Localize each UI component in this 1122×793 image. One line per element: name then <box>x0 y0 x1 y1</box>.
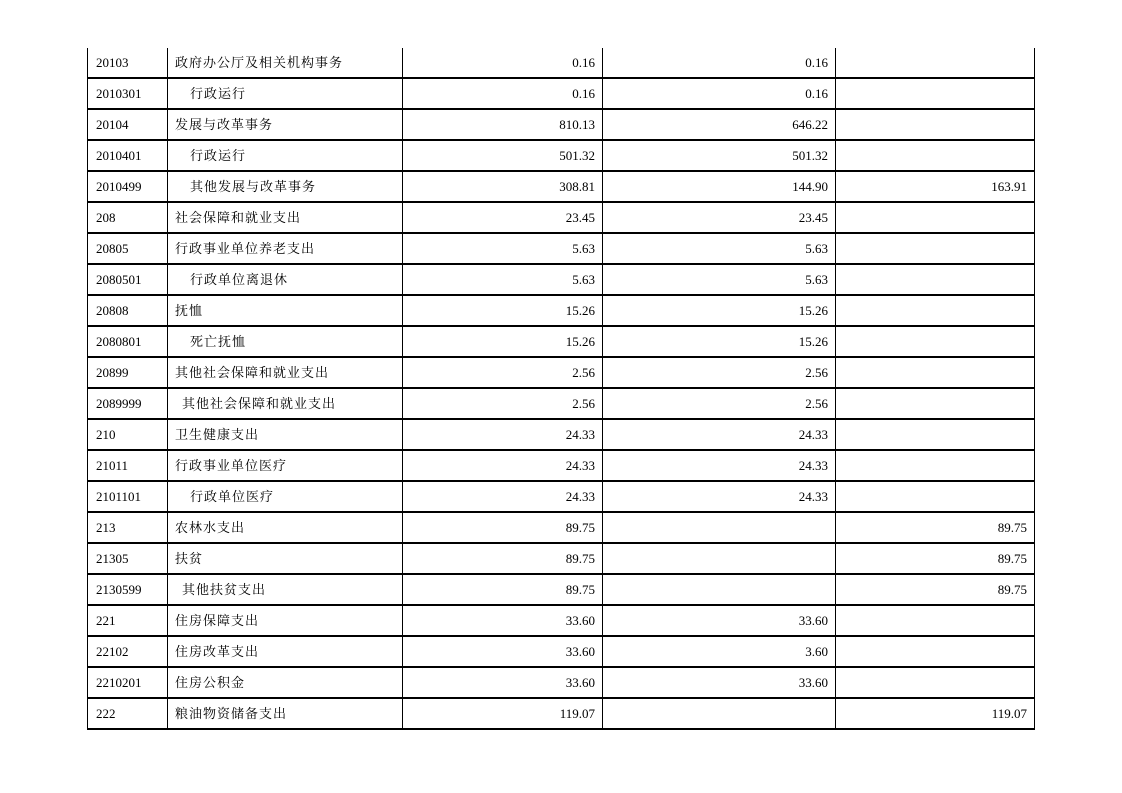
project-expenditure-cell <box>836 295 1035 326</box>
table-row <box>88 48 1035 78</box>
subject-code-cell: 2130599 <box>88 574 168 605</box>
project-expenditure-cell <box>836 264 1035 295</box>
table-row <box>88 326 1035 357</box>
subject-code-cell: 20805 <box>88 233 168 264</box>
subject-code-cell: 20808 <box>88 295 168 326</box>
subject-code-cell: 221 <box>88 605 168 636</box>
basic-expenditure-cell: 3.60 <box>603 636 836 667</box>
subject-name-cell: 其他扶贫支出 <box>168 574 403 605</box>
basic-expenditure-cell: 24.33 <box>603 450 836 481</box>
total-amount-cell: 501.32 <box>403 140 603 171</box>
subject-code-cell: 20104 <box>88 109 168 140</box>
total-amount-cell: 119.07 <box>403 698 603 729</box>
basic-expenditure-cell <box>603 543 836 574</box>
project-expenditure-cell <box>836 605 1035 636</box>
table-row <box>88 667 1035 698</box>
total-amount-cell: 23.45 <box>403 202 603 233</box>
project-expenditure-cell <box>836 326 1035 357</box>
total-amount-cell: 89.75 <box>403 574 603 605</box>
project-expenditure-cell <box>836 78 1035 109</box>
subject-name-cell: 扶贫 <box>168 543 403 574</box>
total-amount-cell: 33.60 <box>403 605 603 636</box>
subject-name-cell: 行政单位医疗 <box>168 481 403 512</box>
total-amount-cell: 2.56 <box>403 388 603 419</box>
project-expenditure-cell <box>836 140 1035 171</box>
table-row <box>88 357 1035 388</box>
subject-code-cell: 2080801 <box>88 326 168 357</box>
project-expenditure-cell <box>836 388 1035 419</box>
subject-name-cell: 其他发展与改革事务 <box>168 171 403 202</box>
subject-name-cell: 行政事业单位医疗 <box>168 450 403 481</box>
subject-code-cell: 21011 <box>88 450 168 481</box>
table-row <box>88 109 1035 140</box>
basic-expenditure-cell: 0.16 <box>603 78 836 109</box>
basic-expenditure-cell: 15.26 <box>603 295 836 326</box>
subject-code-cell: 2010301 <box>88 78 168 109</box>
subject-name-cell: 行政运行 <box>168 140 403 171</box>
project-expenditure-cell <box>836 667 1035 698</box>
project-expenditure-cell <box>836 481 1035 512</box>
subject-name-cell: 行政运行 <box>168 78 403 109</box>
basic-expenditure-cell: 5.63 <box>603 233 836 264</box>
basic-expenditure-cell: 23.45 <box>603 202 836 233</box>
project-expenditure-cell: 163.91 <box>836 171 1035 202</box>
basic-expenditure-cell <box>603 512 836 543</box>
subject-code-cell: 210 <box>88 419 168 450</box>
table-row <box>88 574 1035 605</box>
subject-name-cell: 死亡抚恤 <box>168 326 403 357</box>
budget-expenditure-table <box>87 48 1035 730</box>
subject-code-cell: 22102 <box>88 636 168 667</box>
subject-name-cell: 住房保障支出 <box>168 605 403 636</box>
table-row <box>88 295 1035 326</box>
table-row <box>88 481 1035 512</box>
subject-code-cell: 2101101 <box>88 481 168 512</box>
basic-expenditure-cell: 33.60 <box>603 667 836 698</box>
table-row <box>88 698 1035 729</box>
basic-expenditure-cell: 646.22 <box>603 109 836 140</box>
table-row <box>88 78 1035 109</box>
project-expenditure-cell <box>836 48 1035 78</box>
table-row <box>88 140 1035 171</box>
subject-name-cell: 社会保障和就业支出 <box>168 202 403 233</box>
total-amount-cell: 24.33 <box>403 419 603 450</box>
table-row <box>88 202 1035 233</box>
table-body <box>88 48 1035 729</box>
basic-expenditure-cell: 15.26 <box>603 326 836 357</box>
subject-code-cell: 2210201 <box>88 667 168 698</box>
subject-code-cell: 2080501 <box>88 264 168 295</box>
subject-name-cell: 政府办公厅及相关机构事务 <box>168 48 403 78</box>
subject-code-cell: 20899 <box>88 357 168 388</box>
project-expenditure-cell <box>836 450 1035 481</box>
project-expenditure-cell <box>836 109 1035 140</box>
subject-code-cell: 20103 <box>88 48 168 78</box>
subject-name-cell: 其他社会保障和就业支出 <box>168 357 403 388</box>
table-row <box>88 605 1035 636</box>
basic-expenditure-cell: 2.56 <box>603 388 836 419</box>
basic-expenditure-cell <box>603 574 836 605</box>
total-amount-cell: 89.75 <box>403 543 603 574</box>
subject-code-cell: 2089999 <box>88 388 168 419</box>
subject-name-cell: 发展与改革事务 <box>168 109 403 140</box>
table-row <box>88 171 1035 202</box>
project-expenditure-cell: 119.07 <box>836 698 1035 729</box>
subject-name-cell: 住房公积金 <box>168 667 403 698</box>
table-row <box>88 543 1035 574</box>
table-row <box>88 233 1035 264</box>
table-row <box>88 512 1035 543</box>
subject-code-cell: 2010401 <box>88 140 168 171</box>
basic-expenditure-cell: 0.16 <box>603 48 836 78</box>
project-expenditure-cell: 89.75 <box>836 574 1035 605</box>
basic-expenditure-cell <box>603 698 836 729</box>
subject-name-cell: 其他社会保障和就业支出 <box>168 388 403 419</box>
subject-code-cell: 213 <box>88 512 168 543</box>
total-amount-cell: 89.75 <box>403 512 603 543</box>
total-amount-cell: 15.26 <box>403 326 603 357</box>
basic-expenditure-cell: 33.60 <box>603 605 836 636</box>
subject-name-cell: 农林水支出 <box>168 512 403 543</box>
table-row <box>88 419 1035 450</box>
total-amount-cell: 0.16 <box>403 48 603 78</box>
subject-code-cell: 2010499 <box>88 171 168 202</box>
total-amount-cell: 5.63 <box>403 264 603 295</box>
basic-expenditure-cell: 144.90 <box>603 171 836 202</box>
table-row <box>88 636 1035 667</box>
total-amount-cell: 33.60 <box>403 636 603 667</box>
subject-name-cell: 住房改革支出 <box>168 636 403 667</box>
total-amount-cell: 0.16 <box>403 78 603 109</box>
project-expenditure-cell <box>836 233 1035 264</box>
subject-code-cell: 222 <box>88 698 168 729</box>
basic-expenditure-cell: 5.63 <box>603 264 836 295</box>
basic-expenditure-cell: 501.32 <box>603 140 836 171</box>
project-expenditure-cell <box>836 419 1035 450</box>
subject-name-cell: 粮油物资储备支出 <box>168 698 403 729</box>
total-amount-cell: 15.26 <box>403 295 603 326</box>
project-expenditure-cell <box>836 202 1035 233</box>
subject-code-cell: 208 <box>88 202 168 233</box>
project-expenditure-cell: 89.75 <box>836 543 1035 574</box>
basic-expenditure-cell: 24.33 <box>603 481 836 512</box>
table-row <box>88 388 1035 419</box>
subject-name-cell: 抚恤 <box>168 295 403 326</box>
basic-expenditure-cell: 24.33 <box>603 419 836 450</box>
project-expenditure-cell: 89.75 <box>836 512 1035 543</box>
basic-expenditure-cell: 2.56 <box>603 357 836 388</box>
total-amount-cell: 5.63 <box>403 233 603 264</box>
total-amount-cell: 24.33 <box>403 481 603 512</box>
table-row <box>88 264 1035 295</box>
table-row <box>88 450 1035 481</box>
subject-name-cell: 行政单位离退休 <box>168 264 403 295</box>
total-amount-cell: 810.13 <box>403 109 603 140</box>
total-amount-cell: 33.60 <box>403 667 603 698</box>
total-amount-cell: 2.56 <box>403 357 603 388</box>
subject-name-cell: 行政事业单位养老支出 <box>168 233 403 264</box>
project-expenditure-cell <box>836 636 1035 667</box>
project-expenditure-cell <box>836 357 1035 388</box>
total-amount-cell: 308.81 <box>403 171 603 202</box>
subject-name-cell: 卫生健康支出 <box>168 419 403 450</box>
subject-code-cell: 21305 <box>88 543 168 574</box>
total-amount-cell: 24.33 <box>403 450 603 481</box>
